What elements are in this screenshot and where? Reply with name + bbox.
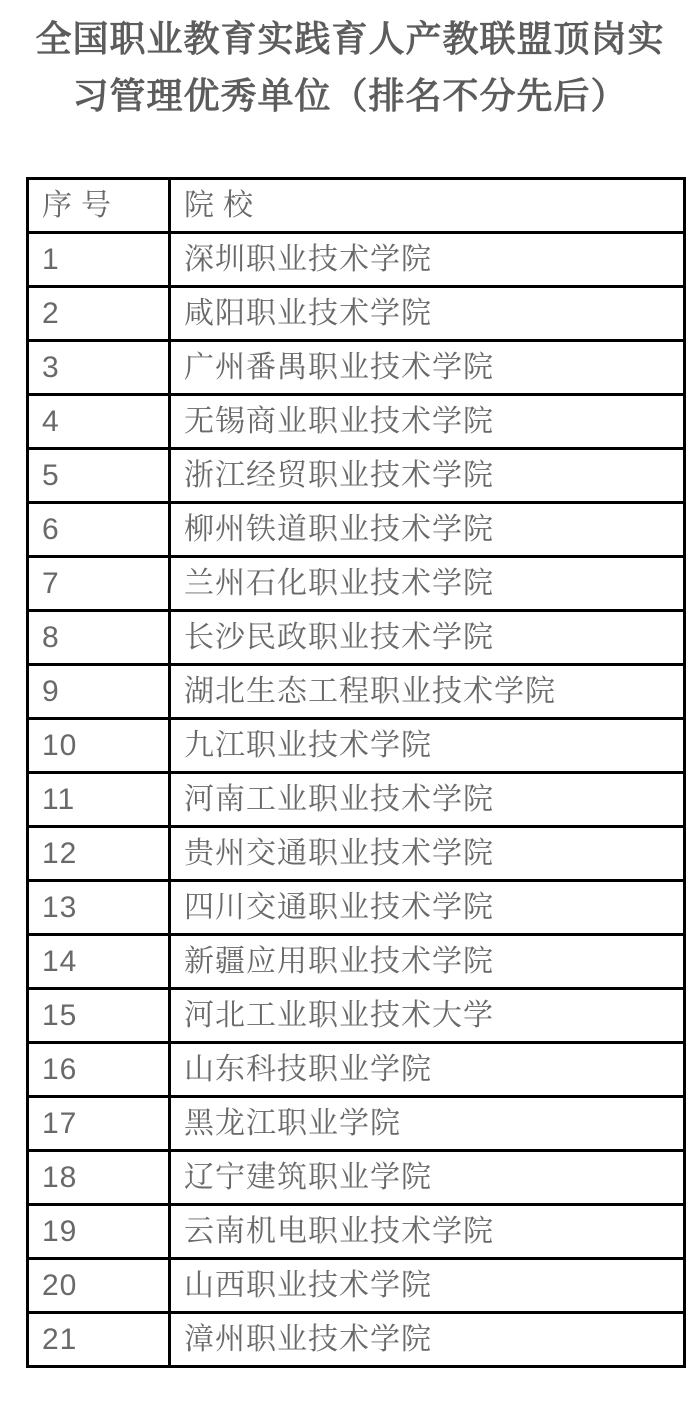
table-row bbox=[28, 827, 685, 881]
row-school: 九江职业技术学院 bbox=[170, 719, 685, 773]
row-number: 11 bbox=[28, 773, 170, 827]
row-number: 13 bbox=[28, 881, 170, 935]
row-number: 9 bbox=[28, 665, 170, 719]
row-school: 辽宁建筑职业学院 bbox=[170, 1151, 685, 1205]
table-row bbox=[28, 989, 685, 1043]
table-body bbox=[28, 233, 685, 1367]
row-number: 2 bbox=[28, 287, 170, 341]
table-row bbox=[28, 449, 685, 503]
table-row bbox=[28, 881, 685, 935]
row-number: 19 bbox=[28, 1205, 170, 1259]
row-school: 新疆应用职业技术学院 bbox=[170, 935, 685, 989]
row-number: 21 bbox=[28, 1313, 170, 1367]
table-row bbox=[28, 341, 685, 395]
table-row bbox=[28, 557, 685, 611]
table-row bbox=[28, 773, 685, 827]
row-school: 河北工业职业技术大学 bbox=[170, 989, 685, 1043]
table-row bbox=[28, 1097, 685, 1151]
row-school: 咸阳职业技术学院 bbox=[170, 287, 685, 341]
page-title: 全国职业教育实践育人产教联盟顶岗实习管理优秀单位（排名不分先后） bbox=[35, 18, 665, 116]
row-school: 四川交通职业技术学院 bbox=[170, 881, 685, 935]
row-number: 5 bbox=[28, 449, 170, 503]
row-school: 贵州交通职业技术学院 bbox=[170, 827, 685, 881]
table-row bbox=[28, 1043, 685, 1097]
row-number: 1 bbox=[28, 233, 170, 287]
column-header-school: 院校 bbox=[170, 179, 685, 233]
row-school: 深圳职业技术学院 bbox=[170, 233, 685, 287]
row-number: 16 bbox=[28, 1043, 170, 1097]
table-row bbox=[28, 1313, 685, 1367]
row-school: 湖北生态工程职业技术学院 bbox=[170, 665, 685, 719]
row-number: 18 bbox=[28, 1151, 170, 1205]
row-school: 浙江经贸职业技术学院 bbox=[170, 449, 685, 503]
column-header-number: 序号 bbox=[28, 179, 170, 233]
row-school: 长沙民政职业技术学院 bbox=[170, 611, 685, 665]
row-school: 无锡商业职业技术学院 bbox=[170, 395, 685, 449]
row-number: 12 bbox=[28, 827, 170, 881]
table-row bbox=[28, 1151, 685, 1205]
table-row bbox=[28, 1205, 685, 1259]
row-school: 柳州铁道职业技术学院 bbox=[170, 503, 685, 557]
row-school: 河南工业职业技术学院 bbox=[170, 773, 685, 827]
table-row bbox=[28, 287, 685, 341]
table-row bbox=[28, 611, 685, 665]
table-row bbox=[28, 503, 685, 557]
row-number: 20 bbox=[28, 1259, 170, 1313]
row-number: 10 bbox=[28, 719, 170, 773]
row-number: 7 bbox=[28, 557, 170, 611]
row-number: 14 bbox=[28, 935, 170, 989]
row-school: 山东科技职业学院 bbox=[170, 1043, 685, 1097]
row-school: 山西职业技术学院 bbox=[170, 1259, 685, 1313]
ranking-table bbox=[26, 177, 686, 1368]
table-header bbox=[28, 179, 685, 233]
row-number: 3 bbox=[28, 341, 170, 395]
table-row bbox=[28, 395, 685, 449]
row-school: 黑龙江职业学院 bbox=[170, 1097, 685, 1151]
row-number: 8 bbox=[28, 611, 170, 665]
row-number: 4 bbox=[28, 395, 170, 449]
row-school: 广州番禺职业技术学院 bbox=[170, 341, 685, 395]
row-number: 6 bbox=[28, 503, 170, 557]
row-school: 云南机电职业技术学院 bbox=[170, 1205, 685, 1259]
row-number: 15 bbox=[28, 989, 170, 1043]
table-row bbox=[28, 935, 685, 989]
row-school: 漳州职业技术学院 bbox=[170, 1313, 685, 1367]
header-row bbox=[28, 179, 685, 233]
table-row bbox=[28, 1259, 685, 1313]
table-row bbox=[28, 233, 685, 287]
table-row bbox=[28, 665, 685, 719]
row-school: 兰州石化职业技术学院 bbox=[170, 557, 685, 611]
table-row bbox=[28, 719, 685, 773]
row-number: 17 bbox=[28, 1097, 170, 1151]
